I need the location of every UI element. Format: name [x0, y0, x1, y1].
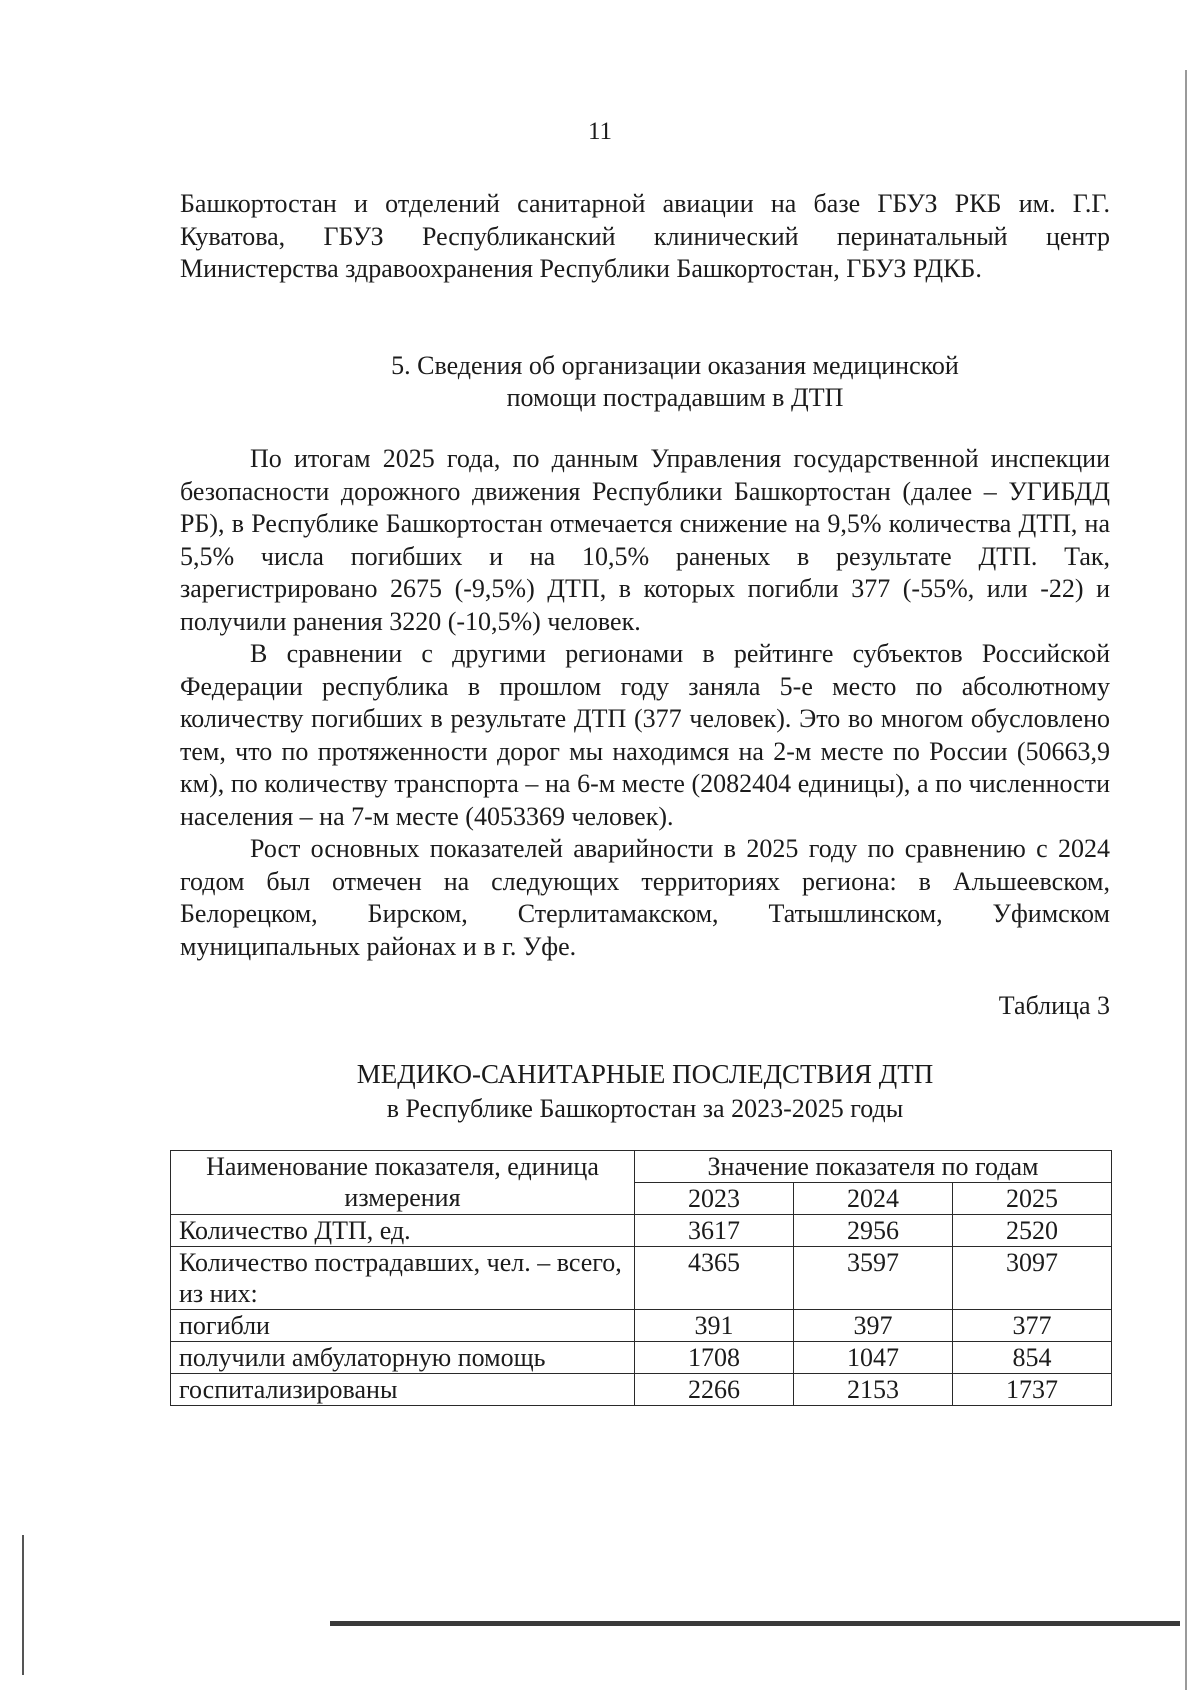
table-row [171, 1310, 1112, 1342]
row-value: 3597 [794, 1247, 953, 1310]
year-cell: 2023 [635, 1183, 794, 1215]
section-heading-line1: 5. Сведения об организации оказания медицинской [391, 351, 959, 380]
table-row [171, 1247, 1112, 1310]
row-label: госпитализированы [171, 1374, 635, 1406]
row-value: 2153 [794, 1374, 953, 1406]
year-cell: 2024 [794, 1183, 953, 1215]
paragraph: Рост основных показателей аварийности в 2025 году по сравнению с 2024 годом был отмечен на следующих территориях региона: в Альшеевском, Белорецком, Бирском, Стерлитамакском, Татышлинском, Уфимском муниципальных районах и в г. Уфе. [180, 834, 1110, 961]
row-value: 2956 [794, 1215, 953, 1247]
intro-text: Башкортостан и отделений санитарной авиации на базе ГБУЗ РКБ им. Г.Г. Куватова, ГБУЗ Республиканский клинический перинатальный центр Министерства здравоохранения Республики Башкортостан, ГБУЗ РДКБ. [180, 189, 1110, 283]
section-body [180, 443, 1110, 963]
row-value: 1047 [794, 1342, 953, 1374]
row-value: 3617 [635, 1215, 794, 1247]
row-value: 854 [953, 1342, 1112, 1374]
row-value: 2520 [953, 1215, 1112, 1247]
section-heading-line2: помощи пострадавшим в ДТП [506, 383, 844, 412]
row-value: 391 [635, 1310, 794, 1342]
intro-paragraph [180, 188, 1110, 286]
year-cell: 2025 [953, 1183, 1112, 1215]
row-value: 3097 [953, 1247, 1112, 1310]
paragraph: По итогам 2025 года, по данным Управления государственной инспекции безопасности дорожного движения Республики Башкортостан (далее – УГИБДД РБ), в Республике Башкортостан отмечается снижение на 9,5% количества ДТП, на 5,5% числа погибших и на 10,5% раненых в результате ДТП. Так, зарегистрировано 2675 (-9,5%) ДТП, в которых погибли 377 (-55%, или -22) и получили ранения 3220 (-10,5%) человек. [180, 444, 1110, 636]
row-value: 377 [953, 1310, 1112, 1342]
section-heading [180, 350, 1170, 414]
scan-edge-right [1185, 70, 1187, 1690]
row-value: 2266 [635, 1374, 794, 1406]
header-values: Значение показателя по годам [635, 1151, 1112, 1183]
table-header-row [171, 1151, 1112, 1183]
row-label: погибли [171, 1310, 635, 1342]
header-indicator: Наименование показателя, единица измерения [171, 1151, 635, 1215]
row-value: 1708 [635, 1342, 794, 1374]
table-caption: Таблица 3 [998, 991, 1110, 1020]
table-row [171, 1215, 1112, 1247]
row-label: Количество пострадавших, чел. – всего, из них: [171, 1247, 635, 1310]
table-subtitle: в Республике Башкортостан за 2023-2025 годы [386, 1094, 904, 1123]
scan-edge-left [22, 1535, 24, 1675]
table-title: МЕДИКО-САНИТАРНЫЕ ПОСЛЕДСТВИЯ ДТП [356, 1059, 934, 1089]
scan-bottom-line [330, 1621, 1180, 1626]
row-label: Количество ДТП, ед. [171, 1215, 635, 1247]
table-row [171, 1374, 1112, 1406]
data-table [170, 1150, 1112, 1406]
row-label: получили амбулаторную помощь [171, 1342, 635, 1374]
row-value: 397 [794, 1310, 953, 1342]
page-number: 11 [587, 118, 613, 145]
paragraph: В сравнении с другими регионами в рейтинге субъектов Российской Федерации республика в прошлом году заняла 5-е место по абсолютному количеству погибших в результате ДТП (377 человек). Это во многом обусловлено тем, что по протяженности дорог мы находимся на 2-м месте по России (50663,9 км), по количеству транспорта – на 6-м месте (2082404 единицы), а по численности населения – на 7-м месте (4053369 человек). [180, 639, 1110, 831]
row-value: 4365 [635, 1247, 794, 1310]
table-row [171, 1342, 1112, 1374]
row-value: 1737 [953, 1374, 1112, 1406]
